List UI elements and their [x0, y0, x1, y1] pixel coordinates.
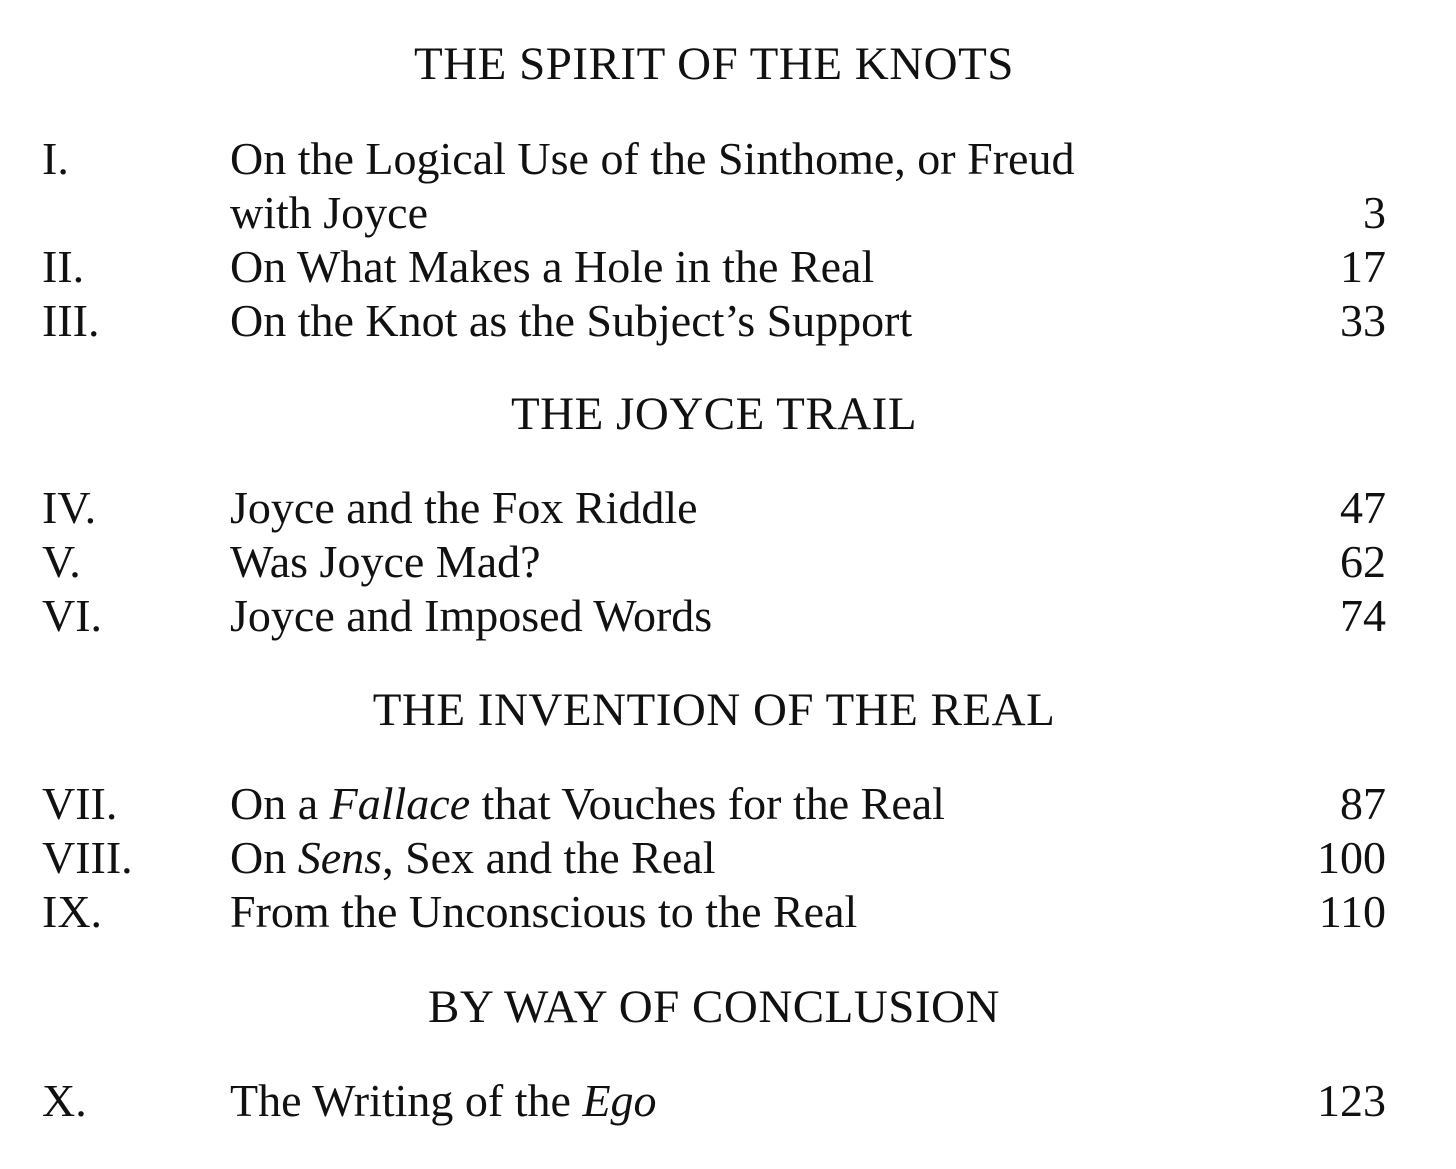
chapter-title-part: On a [230, 778, 330, 829]
chapter-numeral: I. [42, 133, 69, 184]
page-number: 87 [1340, 778, 1386, 829]
chapter-title-part: that Vouches for the Real [470, 778, 945, 829]
section-heading: THE INVENTION OF THE REAL [372, 684, 1056, 736]
page-number: 123 [1317, 1075, 1386, 1126]
chapter-title-italic: Sens [297, 832, 383, 883]
page-number: 47 [1340, 482, 1386, 533]
chapter-title-italic: Fallace [329, 778, 471, 829]
chapter-title-line1: On the Logical Use of the Sinthome, or Freud [230, 133, 1075, 184]
chapter-title: Was Joyce Mad? [230, 536, 541, 587]
chapter-title-line2: with Joyce [230, 187, 429, 238]
chapter-numeral: VI. [42, 590, 103, 641]
chapter-title: On the Knot as the Subject’s Support [230, 295, 913, 346]
page-number: 3 [1363, 187, 1386, 238]
chapter-numeral: VIII. [42, 832, 133, 883]
chapter-title [230, 831, 715, 885]
chapter-title-italic: Ego [582, 1075, 657, 1126]
page-number: 100 [1317, 832, 1386, 883]
chapter-title-part: The Writing of the [230, 1075, 583, 1126]
chapter-numeral: V. [42, 536, 81, 587]
chapter-numeral: III. [42, 295, 100, 346]
section-heading: THE SPIRIT OF THE KNOTS [414, 38, 1014, 90]
chapter-title [230, 132, 1074, 186]
chapter-title: On What Makes a Hole in the Real [230, 241, 875, 292]
section-heading: THE JOYCE TRAIL [510, 388, 918, 440]
page-number: 62 [1340, 536, 1386, 587]
chapter-numeral: VII. [42, 778, 118, 829]
chapter-title-part: , Sex and the Real [382, 832, 716, 883]
page-number: 17 [1340, 241, 1386, 292]
page-number: 74 [1340, 590, 1386, 641]
section-heading: BY WAY OF CONCLUSION [428, 981, 1000, 1033]
chapter-title-part: On [230, 832, 298, 883]
chapter-title [230, 777, 945, 831]
chapter-numeral: X. [42, 1075, 87, 1126]
chapter-title: Joyce and Imposed Words [230, 590, 713, 641]
chapter-numeral: IV. [42, 482, 97, 533]
page-number: 33 [1340, 295, 1386, 346]
chapter-numeral: II. [42, 241, 85, 292]
chapter-title: From the Unconscious to the Real [230, 886, 858, 937]
chapter-numeral: IX. [42, 886, 103, 937]
chapter-title [230, 1074, 657, 1128]
chapter-title: Joyce and the Fox Riddle [230, 482, 698, 533]
page-number: 110 [1318, 886, 1386, 937]
